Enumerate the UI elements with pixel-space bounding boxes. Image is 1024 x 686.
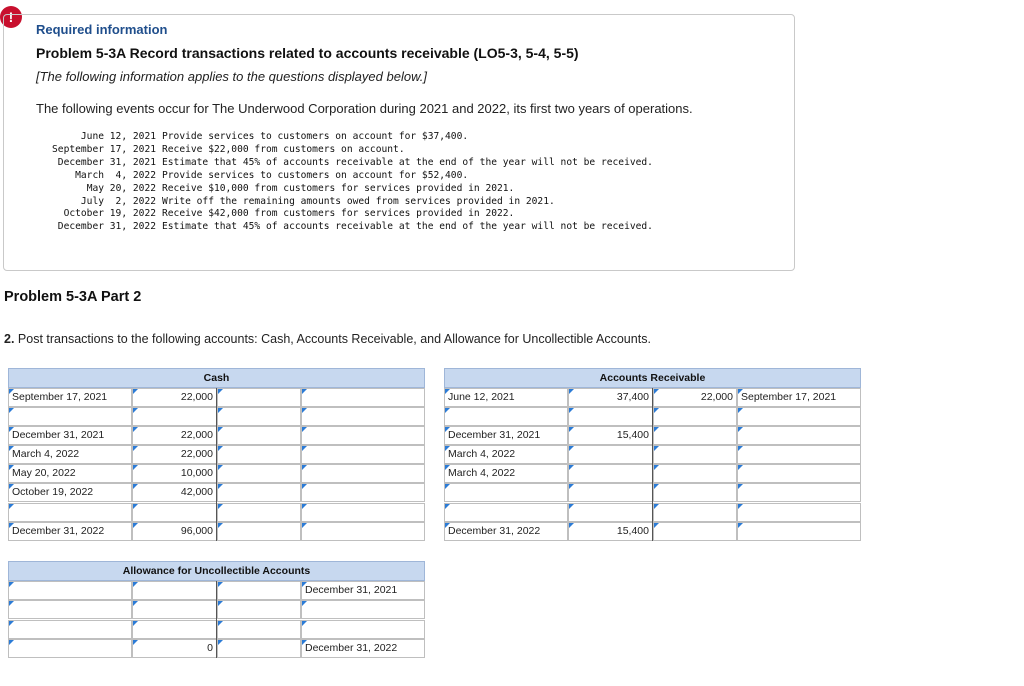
ar-title: Accounts Receivable: [444, 368, 861, 388]
cash-date-cell[interactable]: [301, 388, 425, 407]
event-description: Estimate that 45% of accounts receivable at the end of the year will not be received.: [162, 221, 653, 233]
event-row: [38, 208, 653, 221]
cash-amount-cell[interactable]: [217, 388, 301, 407]
ar-date-cell[interactable]: March 4, 2022: [444, 464, 568, 483]
applies-note: [The following information applies to the questions displayed below.]: [36, 69, 427, 84]
event-date: May 20, 2022: [86, 182, 156, 194]
allowance-t-divider: [216, 581, 217, 658]
ar-amount-cell[interactable]: [653, 522, 737, 541]
allowance-amount-cell[interactable]: [217, 639, 301, 658]
event-description: Provide services to customers on account for $37,400.: [162, 131, 469, 142]
cash-amount-cell[interactable]: 22,000: [132, 388, 217, 407]
allowance-amount-cell[interactable]: [217, 600, 301, 619]
ar-amount-cell[interactable]: [653, 426, 737, 445]
cash-date-cell[interactable]: [301, 407, 425, 426]
event-row: [38, 157, 653, 170]
cash-amount-cell[interactable]: [217, 464, 301, 483]
ar-date-cell[interactable]: [737, 445, 861, 464]
instruction-number: 2.: [4, 332, 15, 346]
ar-date-cell[interactable]: [737, 426, 861, 445]
ar-date-cell[interactable]: December 31, 2022: [444, 522, 568, 541]
ar-amount-cell[interactable]: [653, 407, 737, 426]
cash-amount-cell[interactable]: 42,000: [132, 483, 217, 502]
event-date: June 12, 2021: [80, 131, 156, 142]
ar-date-cell[interactable]: [737, 407, 861, 426]
ar-amount-cell[interactable]: 15,400: [568, 426, 653, 445]
cash-amount-cell[interactable]: [217, 503, 301, 522]
event-date: September 17, 2021: [52, 143, 156, 155]
allowance-amount-cell[interactable]: 0: [132, 639, 217, 658]
cash-date-cell[interactable]: [301, 522, 425, 541]
event-date: March 4, 2022: [75, 169, 156, 181]
ar-date-cell[interactable]: [737, 483, 861, 502]
allowance-amount-cell[interactable]: [217, 620, 301, 639]
cash-date-cell[interactable]: [301, 483, 425, 502]
ar-date-cell[interactable]: September 17, 2021: [737, 388, 861, 407]
ar-date-cell[interactable]: [737, 464, 861, 483]
cash-date-cell[interactable]: [301, 464, 425, 483]
ar-date-cell[interactable]: [444, 407, 568, 426]
cash-amount-cell[interactable]: [217, 522, 301, 541]
ar-t-divider: [652, 388, 653, 541]
cash-title: Cash: [8, 368, 425, 388]
cash-date-cell[interactable]: [301, 426, 425, 445]
ar-amount-cell[interactable]: [568, 464, 653, 483]
cash-amount-cell[interactable]: [217, 445, 301, 464]
instruction-text: Post transactions to the following accounts: Cash, Accounts Receivable, and Allowance for Uncollectible Accounts.: [17, 332, 651, 346]
cash-date-cell[interactable]: [301, 503, 425, 522]
allowance-amount-cell[interactable]: [132, 581, 217, 600]
allowance-date-cell[interactable]: [8, 639, 132, 658]
event-date: December 31, 2021: [57, 156, 156, 168]
cash-amount-cell[interactable]: [132, 407, 217, 426]
allowance-date-cell[interactable]: [8, 600, 132, 619]
event-description: Receive $42,000 from customers for services provided in 2022.: [162, 208, 515, 220]
cash-date-cell[interactable]: September 17, 2021: [8, 388, 132, 407]
cash-date-cell[interactable]: [8, 407, 132, 426]
event-date: July 2, 2022: [80, 195, 156, 207]
event-row: [38, 170, 653, 183]
allowance-title: Allowance for Uncollectible Accounts: [8, 561, 425, 581]
event-row: [38, 196, 653, 209]
event-description: Write off the remaining amounts owed from services provided in 2021.: [162, 195, 555, 207]
ar-date-cell[interactable]: [444, 483, 568, 502]
instruction: [4, 332, 651, 346]
cash-amount-cell[interactable]: 22,000: [132, 445, 217, 464]
cash-amount-cell[interactable]: [217, 407, 301, 426]
ar-date-cell[interactable]: [737, 522, 861, 541]
allowance-date-cell[interactable]: December 31, 2022: [301, 639, 425, 658]
cash-amount-cell[interactable]: 96,000: [132, 522, 217, 541]
ar-date-cell[interactable]: December 31, 2021: [444, 426, 568, 445]
ar-amount-cell[interactable]: [653, 464, 737, 483]
ar-amount-cell[interactable]: [568, 445, 653, 464]
cash-date-cell[interactable]: [8, 503, 132, 522]
cash-amount-cell[interactable]: [132, 503, 217, 522]
ar-amount-cell[interactable]: [653, 483, 737, 502]
intro-text: The following events occur for The Underwood Corporation during 2021 and 2022, its first two years of operations.: [36, 101, 693, 116]
cash-date-cell[interactable]: December 31, 2022: [8, 522, 132, 541]
allowance-amount-cell[interactable]: [132, 620, 217, 639]
allowance-date-cell[interactable]: December 31, 2021: [301, 581, 425, 600]
cash-amount-cell[interactable]: 22,000: [132, 426, 217, 445]
problem-title: Problem 5-3A Record transactions related to accounts receivable (LO5-3, 5-4, 5-5): [36, 45, 579, 61]
allowance-date-cell[interactable]: [301, 600, 425, 619]
ar-amount-cell[interactable]: [568, 407, 653, 426]
ar-date-cell[interactable]: [444, 503, 568, 522]
ar-date-cell[interactable]: [737, 503, 861, 522]
events-list: [38, 131, 653, 234]
ar-amount-cell[interactable]: [653, 503, 737, 522]
cash-amount-cell[interactable]: [217, 426, 301, 445]
ar-date-cell[interactable]: March 4, 2022: [444, 445, 568, 464]
cash-t-divider: [216, 388, 217, 541]
ar-amount-cell[interactable]: 15,400: [568, 522, 653, 541]
allowance-amount-cell[interactable]: [132, 600, 217, 619]
event-date: December 31, 2022: [57, 221, 156, 233]
cash-date-cell[interactable]: [301, 445, 425, 464]
cash-date-cell[interactable]: December 31, 2021: [8, 426, 132, 445]
event-description: Receive $10,000 from customers for services provided in 2021.: [162, 182, 515, 194]
part-title: Problem 5-3A Part 2: [4, 289, 142, 305]
cash-date-cell[interactable]: October 19, 2022: [8, 483, 132, 502]
cash-date-cell[interactable]: March 4, 2022: [8, 445, 132, 464]
event-description: Receive $22,000 from customers on account.: [162, 143, 405, 155]
allowance-amount-cell[interactable]: [217, 581, 301, 600]
ar-amount-cell[interactable]: [653, 445, 737, 464]
allowance-date-cell[interactable]: [301, 620, 425, 639]
event-description: Provide services to customers on account for $52,400.: [162, 169, 469, 181]
event-row: [38, 144, 653, 157]
ar-date-cell[interactable]: June 12, 2021: [444, 388, 568, 407]
event-row: [38, 221, 653, 234]
event-row: [38, 131, 653, 144]
event-date: October 19, 2022: [63, 208, 156, 220]
required-info-heading: Required information: [36, 22, 168, 37]
cash-amount-cell[interactable]: 10,000: [132, 464, 217, 483]
allowance-date-cell[interactable]: [8, 620, 132, 639]
cash-amount-cell[interactable]: [217, 483, 301, 502]
ar-amount-cell[interactable]: [568, 503, 653, 522]
alert-icon: !: [0, 6, 22, 28]
cash-date-cell[interactable]: May 20, 2022: [8, 464, 132, 483]
ar-amount-cell[interactable]: 22,000: [653, 388, 737, 407]
ar-amount-cell[interactable]: [568, 483, 653, 502]
allowance-date-cell[interactable]: [8, 581, 132, 600]
event-row: [38, 183, 653, 196]
event-description: Estimate that 45% of accounts receivable at the end of the year will not be received.: [162, 156, 653, 168]
ar-amount-cell[interactable]: 37,400: [568, 388, 653, 407]
